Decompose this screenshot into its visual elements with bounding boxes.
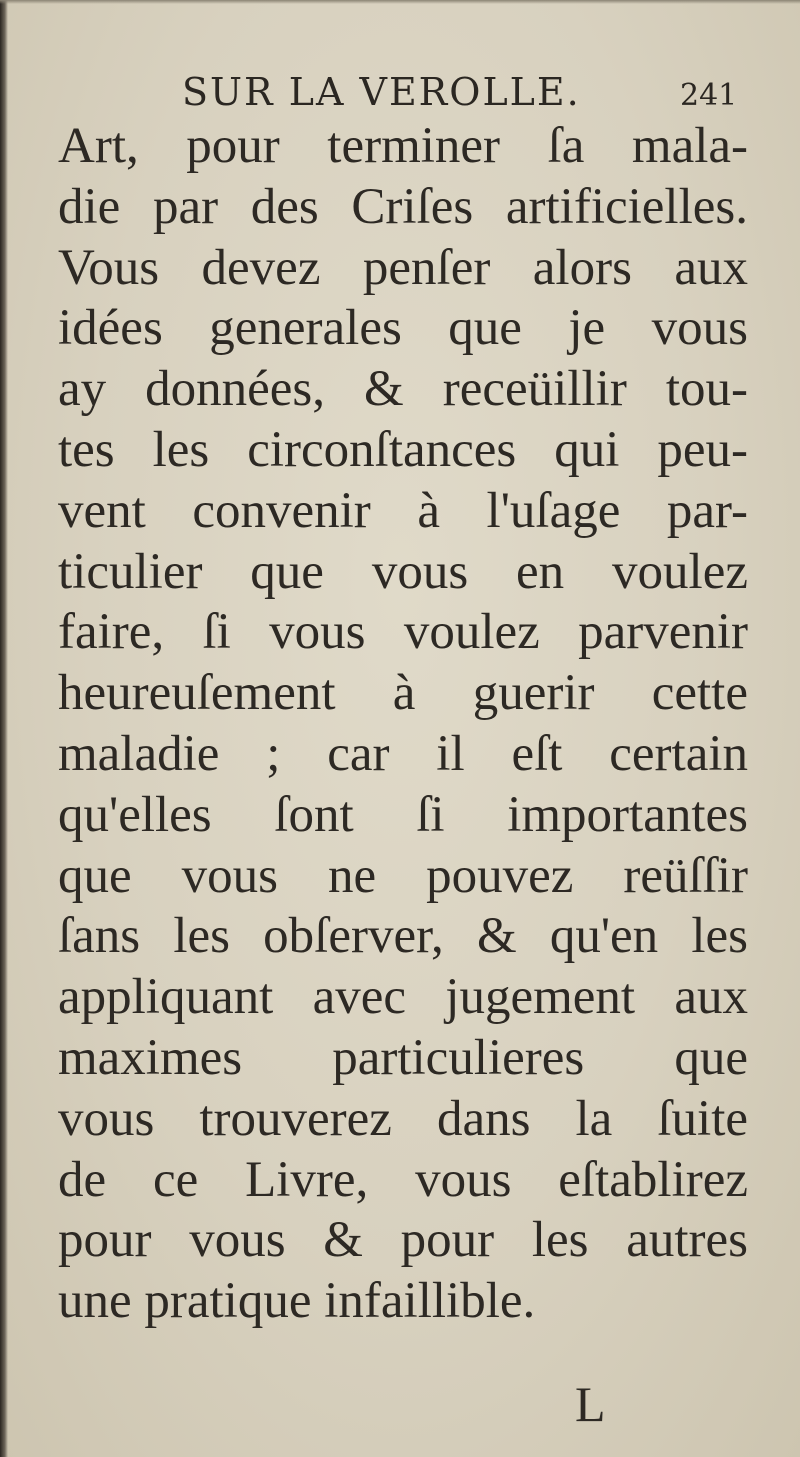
body-text	[58, 116, 748, 1332]
text-line: de ce Livre, vous eſtablirez	[58, 1151, 748, 1208]
text-line: maximes particulieres que	[58, 1029, 748, 1086]
text-line: ſans les obſerver, & qu'en les	[58, 908, 748, 965]
text-line: que vous ne pouvez reüſſir	[58, 847, 748, 904]
text-line: die par des Criſes artificielles.	[58, 178, 748, 235]
text-line: maladie ; car il eſt certain	[58, 725, 748, 782]
signature-mark: L	[575, 1376, 606, 1432]
text-line: idées generales que je vous	[58, 300, 748, 357]
page-number: 241	[680, 78, 738, 113]
text-line: ticulier que vous en voulez	[58, 543, 748, 600]
text-line: ay données, & receüillir tou-	[58, 361, 748, 418]
text-line: faire, ſi vous voulez parvenir	[58, 604, 748, 661]
text-line: Vous devez penſer alors aux	[58, 239, 748, 296]
text-line: vous trouverez dans la ſuite	[58, 1090, 748, 1147]
text-line: heureuſement à guerir cette	[58, 665, 748, 722]
text-line: vent convenir à l'uſage par-	[58, 482, 748, 539]
running-head	[0, 70, 800, 120]
text-line: tes les circonſtances qui peu-	[58, 421, 748, 478]
text-line: pour vous & pour les autres	[58, 1212, 748, 1269]
binding-shadow	[0, 0, 8, 1457]
running-title: SUR LA VEROLLE.	[182, 70, 581, 114]
text-line: une pratique infaillible.	[58, 1273, 536, 1330]
text-line: qu'elles ſont ſi importantes	[58, 786, 748, 843]
page-top-edge	[0, 0, 800, 4]
text-line: Art, pour terminer ſa mala-	[58, 118, 748, 174]
text-line: appliquant avec jugement aux	[58, 969, 748, 1026]
